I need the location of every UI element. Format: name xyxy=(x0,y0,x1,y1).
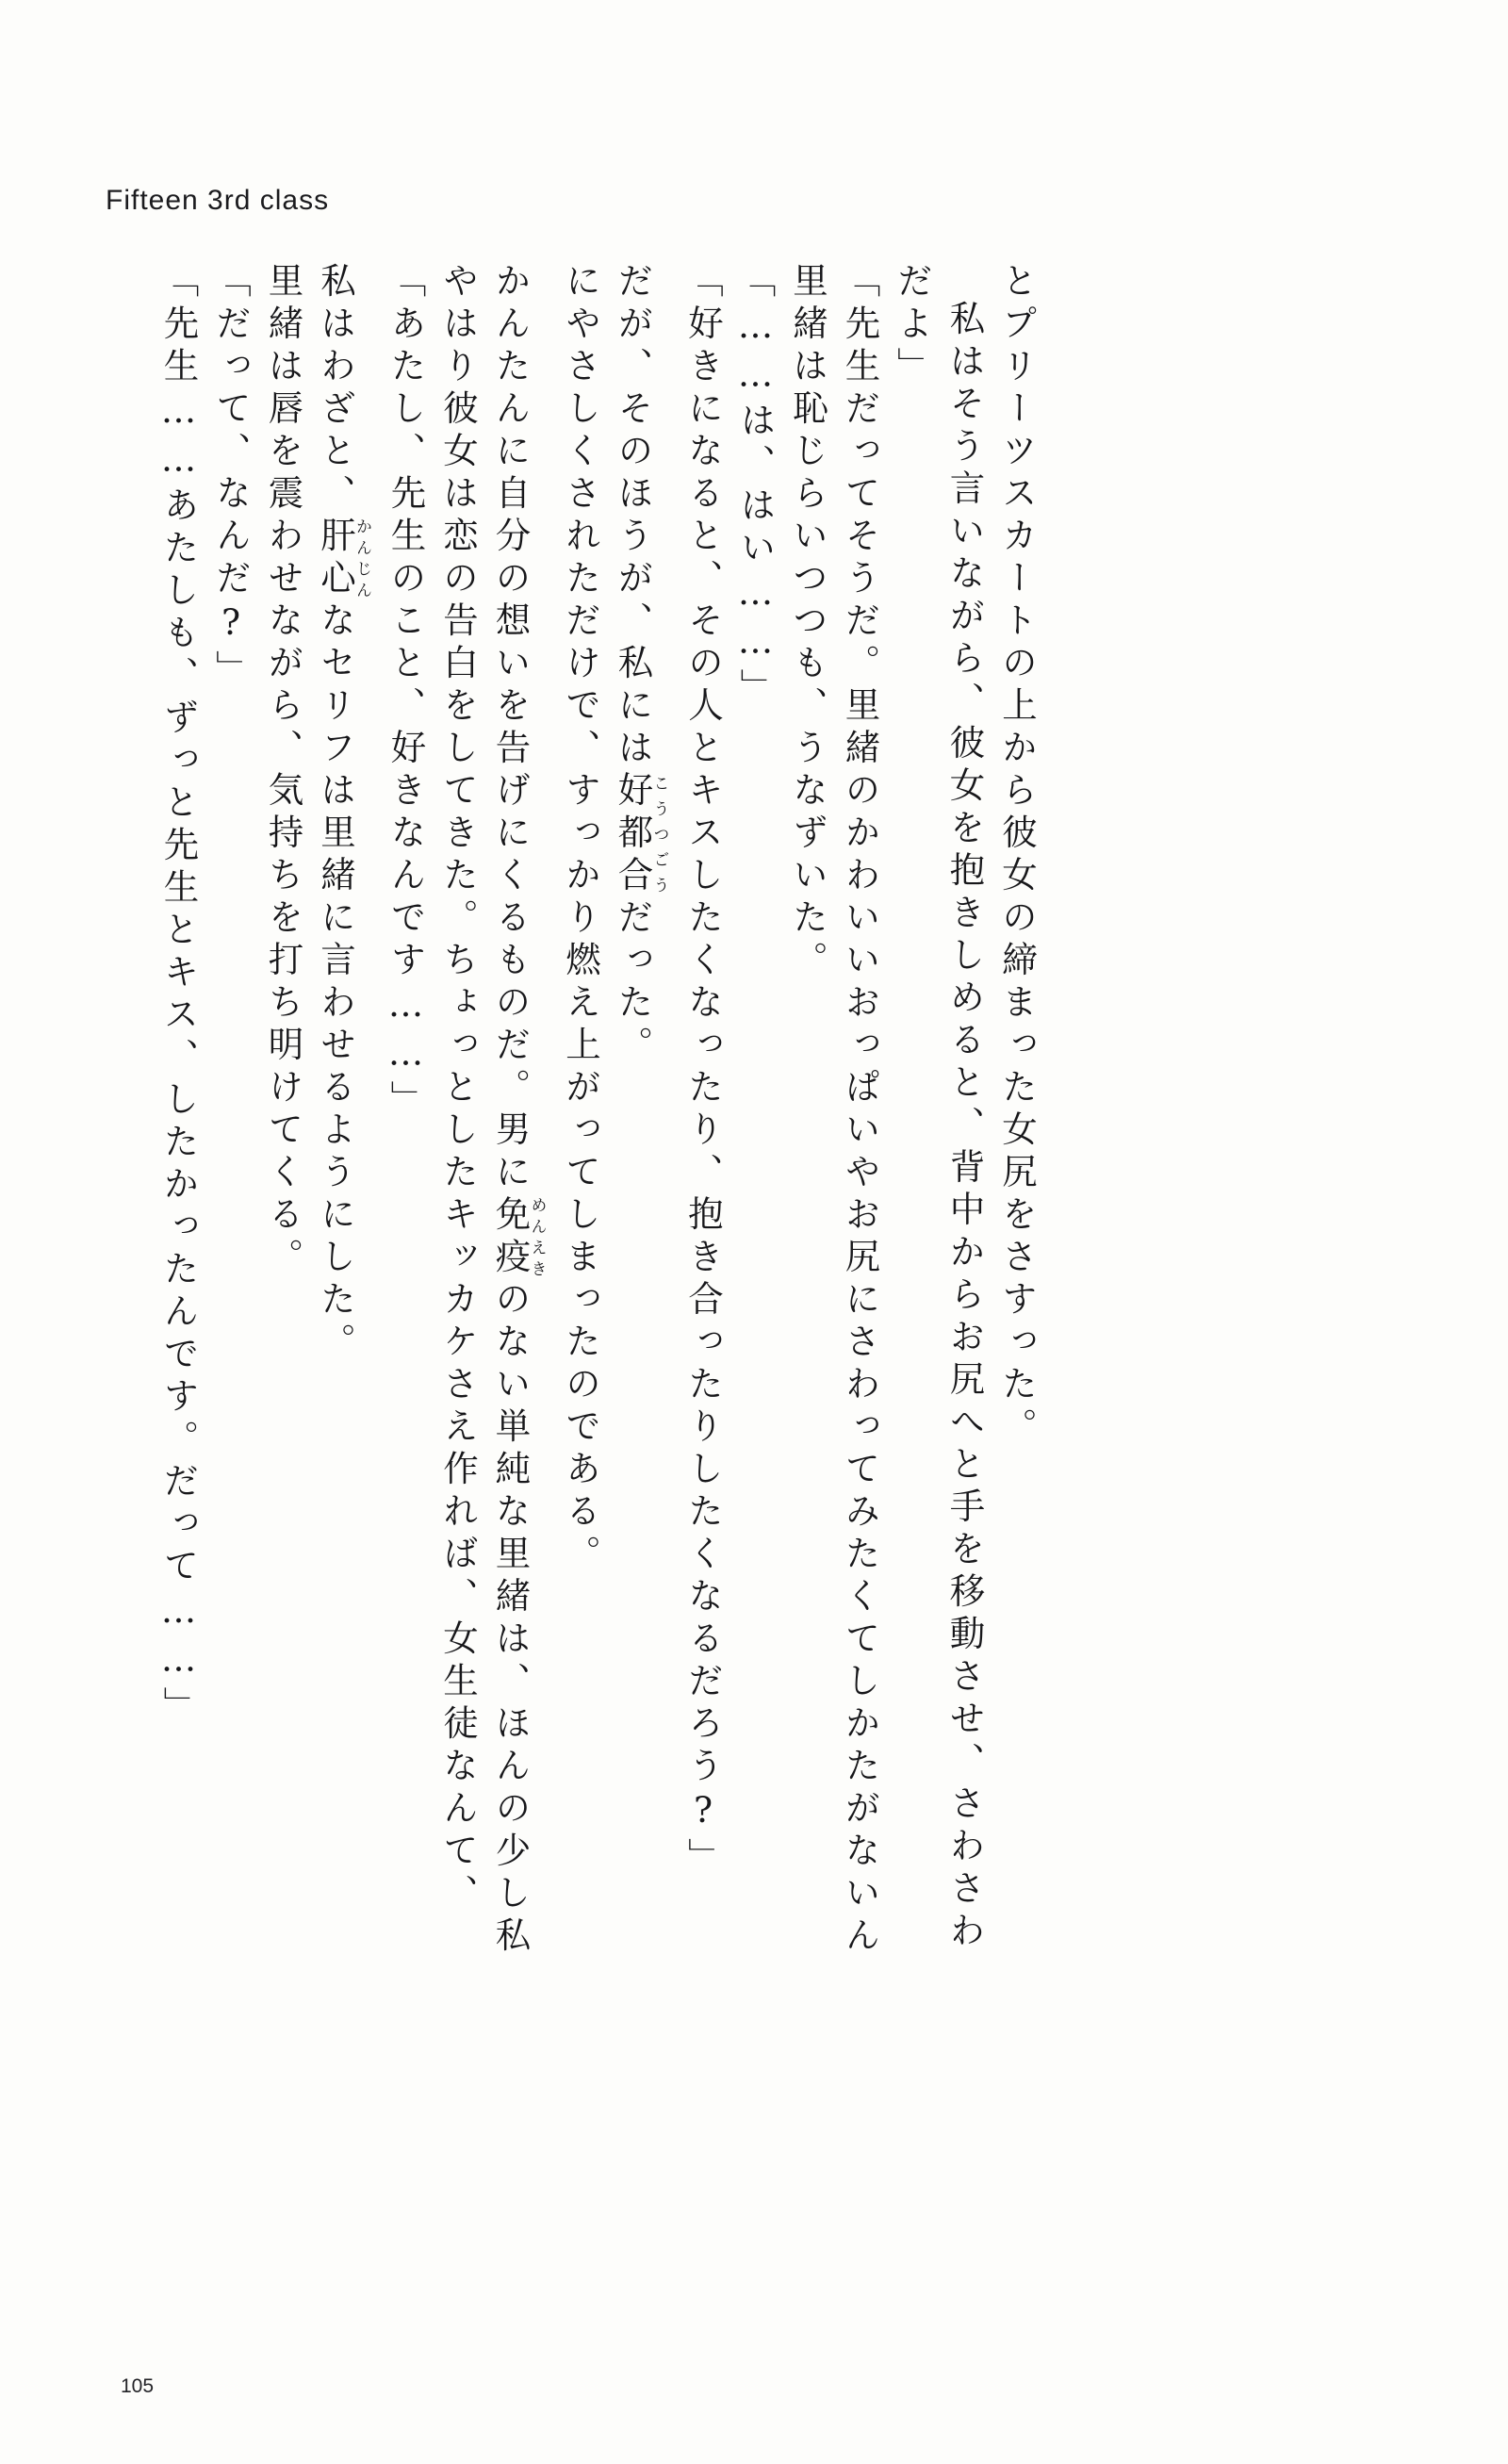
body-text-block xyxy=(143,262,1397,2270)
text-column: 「あたし、先生のこと、好きなんです……」 xyxy=(385,262,427,1123)
text-column: 「だって、なんだ?」 xyxy=(210,262,252,693)
page-number: 105 xyxy=(121,2375,155,2397)
text-column: 「先生……あたしも、ずっと先生とキス、したかったんです。だって……」 xyxy=(157,262,200,1729)
running-head: Fifteen 3rd class xyxy=(106,185,330,216)
text-column: やはり彼女は恋の告白をしてきた。ちょっとしたキッカケさえ作れば、女生徒なんて、 xyxy=(437,262,479,1916)
text-column: 里緒は恥じらいつつも、うなずいた。 xyxy=(787,262,828,983)
text-column: 「……は、はい……」 xyxy=(734,262,777,711)
text-column: 里緒は唇を震わせながら、気持ちを打ち明けてくる。 xyxy=(262,262,304,1280)
text-column: だよ」 xyxy=(892,262,933,389)
text-column: 私はわざと、肝心かんじんなセリフは里緒に言わせるようにした。 xyxy=(315,262,371,1365)
text-column: だが、そのほうが、私には好都合こうつごうだった。 xyxy=(612,262,669,1068)
text-column: 私はそう言いながら、彼女を抱きしめると、背中からお尻へと手を移動させ、さわさわ xyxy=(943,300,986,1954)
text-column: とプリーツスカートの上から彼女の締まった女尻をさすった。 xyxy=(996,262,1038,1450)
text-column: 「好きになると、その人とキスしたくなったり、抱き合ったりしたくなるだろう?」 xyxy=(682,262,724,1881)
text-column: 「先生だってそうだ。里緒のかわいいおっぱいやお尻にさわってみたくてしかたがないん xyxy=(839,262,881,1959)
text-column: にやさしくされただけで、すっかり燃え上がってしまったのである。 xyxy=(560,262,601,1577)
text-column: かんたんに自分の想いを告げにくるものだ。男に免疫めんえきのない単純な里緒は、ほんの少し私 xyxy=(489,262,547,1959)
